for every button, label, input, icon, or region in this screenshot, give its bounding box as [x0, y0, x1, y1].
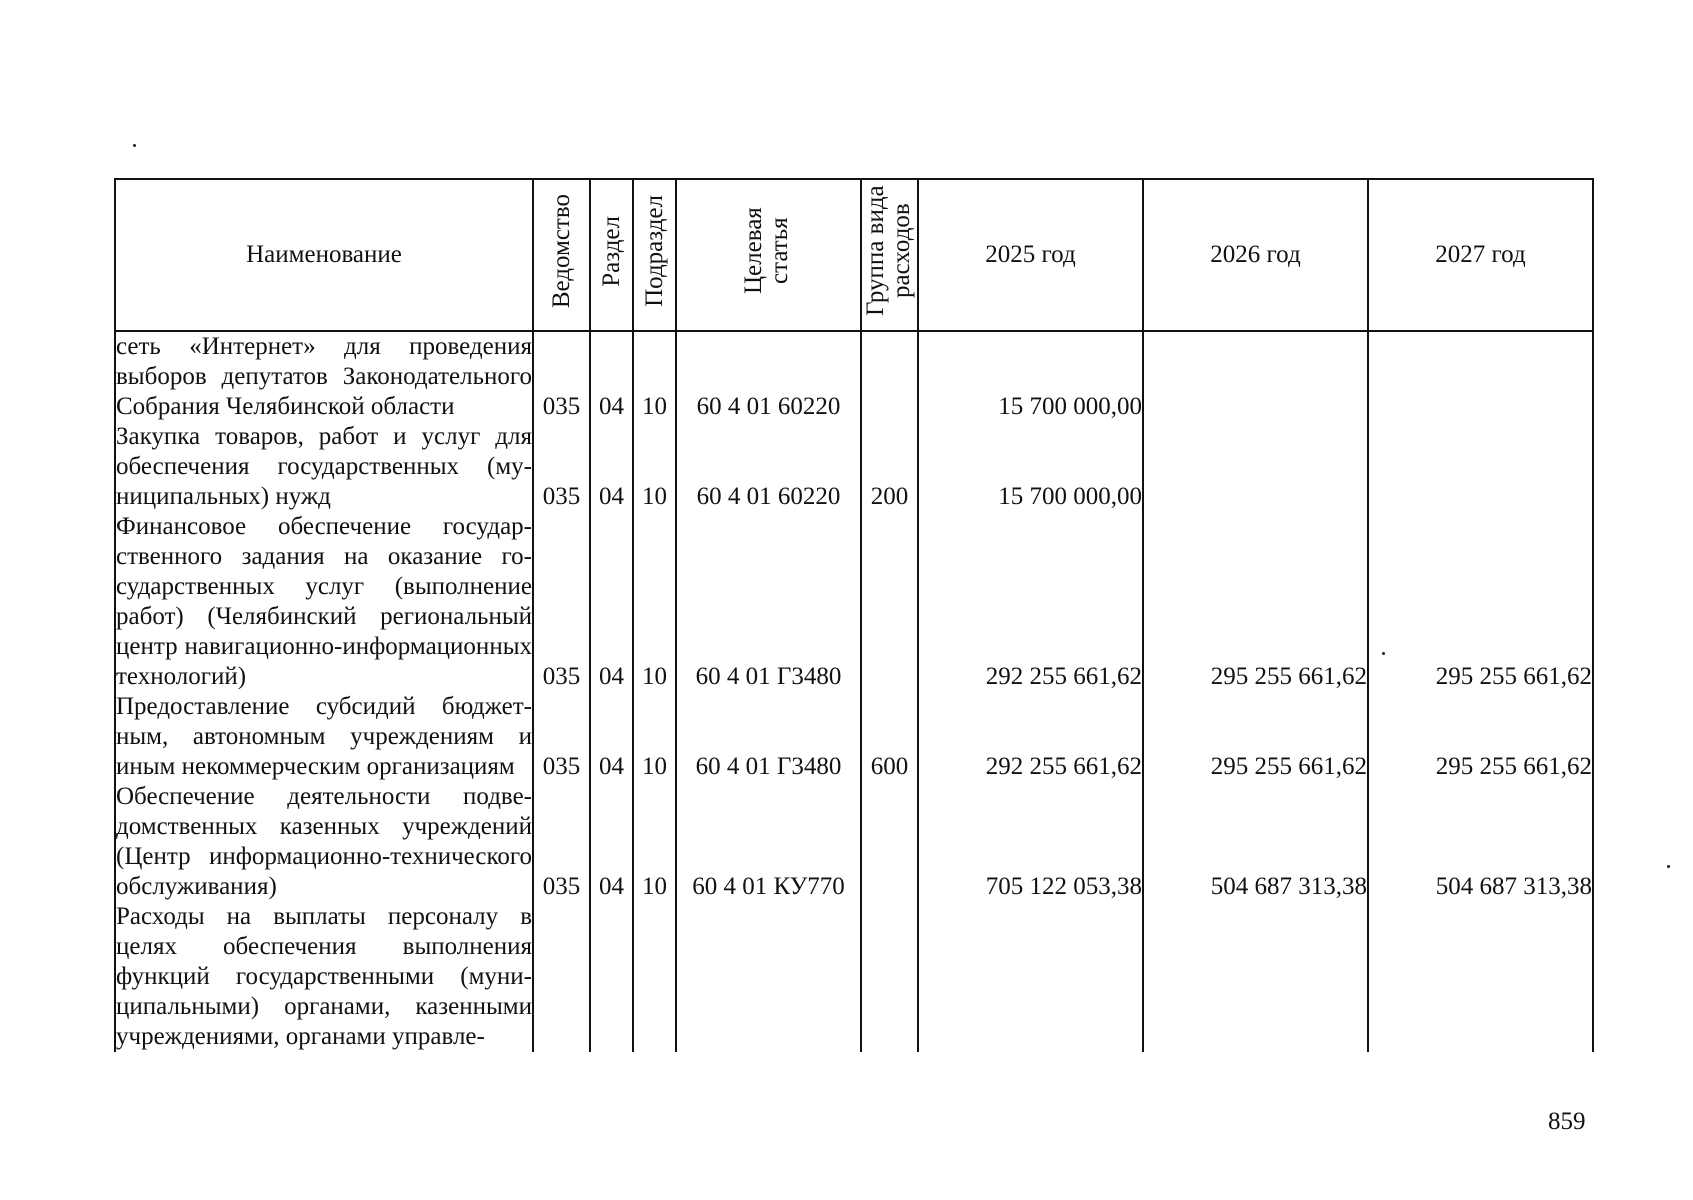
- cell-expense-group: [861, 512, 918, 692]
- cell-year-2027: 504 687 313,38: [1368, 782, 1593, 902]
- table-row: [115, 512, 1593, 692]
- table-row: [115, 782, 1593, 902]
- cell-subsection: 10: [633, 782, 676, 902]
- cell-year-2025: 15 700 000,00: [918, 422, 1143, 512]
- cell-name: сеть «Интернет» для проведения выборов депутатов Законодательного Собрания Челябинской области: [116, 333, 532, 420]
- cell-name: Обеспечение деятельности подведомственных казенных учреждений (Центр информационно-технического обслуживания): [116, 783, 532, 900]
- cell-department: 035: [533, 692, 590, 782]
- cell-year-2027: 295 255 661,62: [1368, 692, 1593, 782]
- cell-year-2027: [1368, 422, 1593, 512]
- cell-section: 04: [590, 782, 633, 902]
- cell-year-2026: 295 255 661,62: [1143, 692, 1368, 782]
- cell-section: 04: [590, 331, 633, 422]
- cell-name: Предоставление субсидий бюджетным, автономным учреждениям и иным некоммерческим организациям: [116, 693, 532, 780]
- cell-section: [590, 902, 633, 1052]
- scan-speck: [1667, 865, 1670, 868]
- cell-name: Расходы на выплаты персоналу в целях обеспечения выполнения функций государственными (муниципальными) органами, казенными учреждениями, органами управле-: [116, 903, 532, 1050]
- header-name: Наименование: [115, 179, 533, 331]
- header-section: Раздел: [590, 179, 633, 331]
- cell-year-2025: 15 700 000,00: [918, 331, 1143, 422]
- header-year-2027: 2027 год: [1368, 179, 1593, 331]
- header-year-2025: 2025 год: [918, 179, 1143, 331]
- header-department: Ведомство: [533, 179, 590, 331]
- cell-year-2027: [1368, 331, 1593, 422]
- table-row: [115, 331, 1593, 422]
- table-row: [115, 422, 1593, 512]
- cell-year-2025: [918, 902, 1143, 1052]
- cell-year-2026: [1143, 902, 1368, 1052]
- table-header-row: [115, 179, 1593, 331]
- cell-department: [533, 902, 590, 1052]
- cell-year-2026: 504 687 313,38: [1143, 782, 1368, 902]
- budget-table: [114, 178, 1594, 1052]
- cell-department: 035: [533, 422, 590, 512]
- cell-subsection: 10: [633, 512, 676, 692]
- cell-target-item: 60 4 01 Г3480: [676, 512, 861, 692]
- cell-target-item: 60 4 01 60220: [676, 331, 861, 422]
- cell-department: 035: [533, 782, 590, 902]
- table-body: [115, 331, 1593, 1052]
- page-number: 859: [1548, 1108, 1586, 1135]
- cell-target-item: 60 4 01 Г3480: [676, 692, 861, 782]
- table-row: [115, 692, 1593, 782]
- scan-speck: [133, 144, 136, 147]
- header-expense-group: Группа вида расходов: [861, 179, 918, 331]
- cell-name: Закупка товаров, работ и услуг для обеспечения государственных (муниципальных) нужд: [116, 423, 532, 510]
- cell-year-2025: 292 255 661,62: [918, 512, 1143, 692]
- cell-section: 04: [590, 422, 633, 512]
- cell-target-item: 60 4 01 60220: [676, 422, 861, 512]
- cell-expense-group: [861, 902, 918, 1052]
- cell-year-2025: 705 122 053,38: [918, 782, 1143, 902]
- cell-target-item: 60 4 01 КУ770: [676, 782, 861, 902]
- cell-target-item: [676, 902, 861, 1052]
- cell-expense-group: [861, 782, 918, 902]
- cell-section: 04: [590, 512, 633, 692]
- cell-year-2026: 295 255 661,62: [1143, 512, 1368, 692]
- cell-subsection: [633, 902, 676, 1052]
- cell-year-2026: [1143, 331, 1368, 422]
- header-target-item: Целевая статья: [676, 179, 861, 331]
- cell-year-2027: [1368, 902, 1593, 1052]
- cell-expense-group: 200: [861, 422, 918, 512]
- header-year-2026: 2026 год: [1143, 179, 1368, 331]
- table-row: [115, 902, 1593, 1052]
- cell-subsection: 10: [633, 422, 676, 512]
- cell-expense-group: 600: [861, 692, 918, 782]
- cell-expense-group: [861, 331, 918, 422]
- cell-year-2025: 292 255 661,62: [918, 692, 1143, 782]
- cell-year-2026: [1143, 422, 1368, 512]
- cell-department: 035: [533, 331, 590, 422]
- cell-department: 035: [533, 512, 590, 692]
- cell-section: 04: [590, 692, 633, 782]
- header-subsection: Подраздел: [633, 179, 676, 331]
- cell-name: Финансовое обеспечение государственного задания на оказание государственных услуг (выполнение работ) (Челябинский региональный центр навигационно-информационных технологий): [116, 513, 532, 690]
- cell-subsection: 10: [633, 331, 676, 422]
- cell-subsection: 10: [633, 692, 676, 782]
- cell-year-2027: 295 255 661,62: [1368, 512, 1593, 692]
